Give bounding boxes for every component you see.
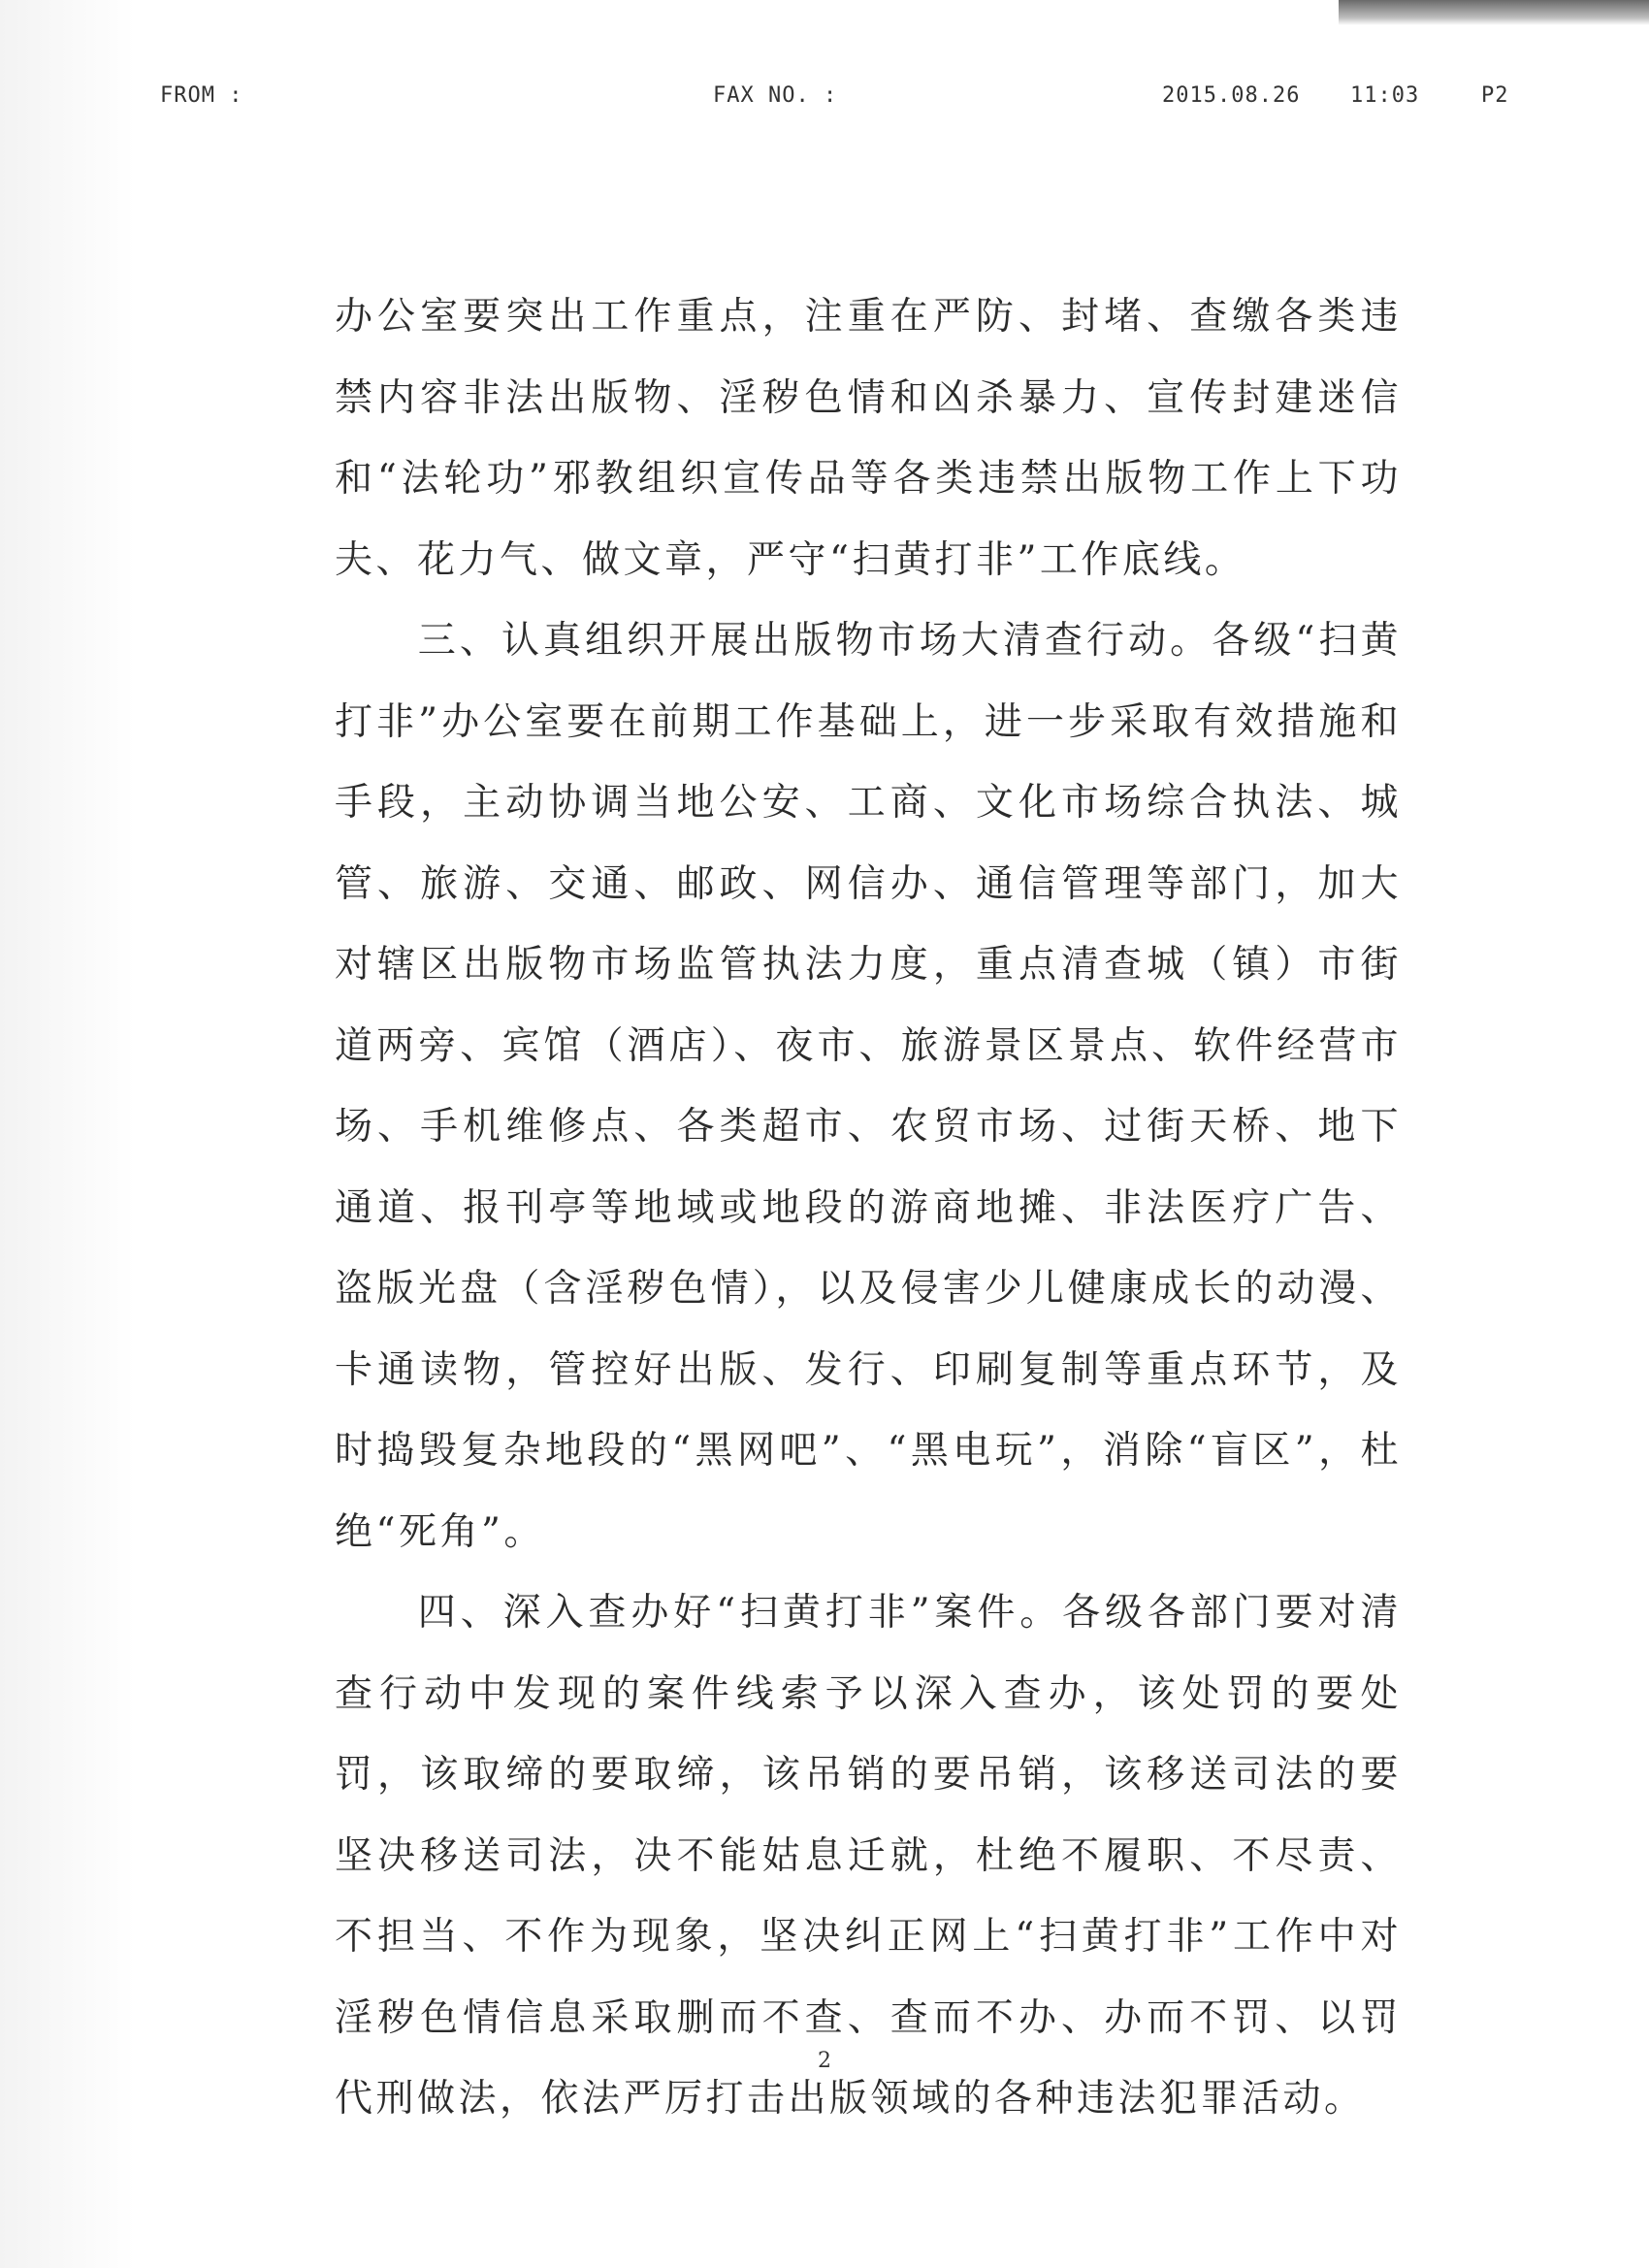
paragraph-section-four: 四、深入查办好“扫黄打非”案件。各级各部门要对清查行动中发现的案件线索予以深入查办，该处罚的要处罚，该取缔的要取缔，该吊销的要吊销，该移送司法的要坚决移送司法，决不能姑息迁就，杜绝不履职、不尽责、不担当、不作为现象，坚决纠正网上“扫黄打非”工作中对淫秽色情信息采取删而不查、查而不办、办而不罚、以罚代刑做法，依法严厉打击出版领域的各种违法犯罪活动。 <box>335 1591 1402 2121</box>
fax-time: 11:03 <box>1350 83 1420 108</box>
page-number: 2 <box>818 2049 831 2073</box>
fax-page-indicator: P2 <box>1481 83 1509 108</box>
scan-shadow-left <box>0 0 136 2268</box>
fax-date: 2015.08.26 <box>1162 83 1301 108</box>
fax-number-label: FAX NO. : <box>713 83 838 108</box>
scan-shadow-top <box>1339 0 1649 25</box>
document-body <box>335 276 1402 2140</box>
paragraph-section-three: 三、认真组织开展出版物市场大清查行动。各级“扫黄打非”办公室要在前期工作基础上，进一步采取有效措施和手段，主动协调当地公安、工商、文化市场综合执法、城管、旅游、交通、邮政、网信办、通信管理等部门，加大对辖区出版物市场监管执法力度，重点清查城（镇）市街道两旁、宾馆（酒店）、夜市、旅游景区景点、软件经营市场、手机维修点、各类超市、农贸市场、过街天桥、地下通道、报刊亭等地域或地段的游商地摊、非法医疗广告、盗版光盘（含淫秽色情），以及侵害少儿健康成长的动漫、卡通读物，管控好出版、发行、印刷复制等重点环节，及时捣毁复杂地段的“黑网吧”、“黑电玩”，消除“盲区”，杜绝“死角”。 <box>335 619 1402 1554</box>
fax-from-label: FROM : <box>160 83 243 108</box>
paragraph-continuation: 办公室要突出工作重点，注重在严防、封堵、查缴各类违禁内容非法出版物、淫秽色情和凶杀暴力、宣传封建迷信和“法轮功”邪教组织宣传品等各类违禁出版物工作上下功夫、花力气、做文章，严守“扫黄打非”工作底线。 <box>335 295 1402 582</box>
fax-header <box>0 83 1649 122</box>
